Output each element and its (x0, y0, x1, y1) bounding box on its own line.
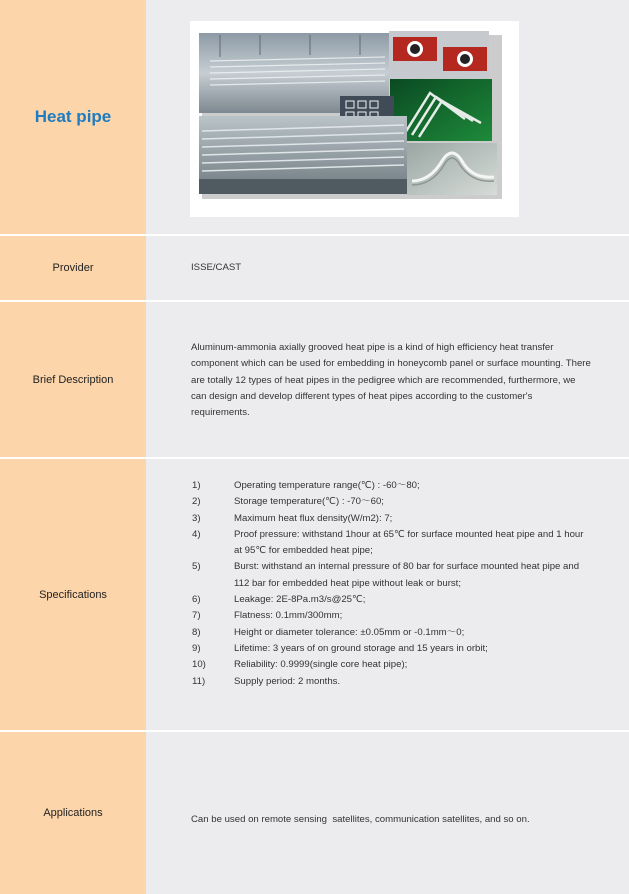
spec-number: 11) (192, 675, 206, 687)
spec-item (192, 657, 589, 673)
title-row (0, 0, 629, 234)
applications-text: Can be used on remote sensing satellites, communication satellites, and so on. (191, 814, 530, 825)
provider-cell (146, 236, 629, 300)
description-row (0, 302, 629, 457)
spec-number: 8) (192, 626, 201, 638)
curved-heat-pipe (407, 143, 497, 195)
spec-number: 3) (192, 512, 201, 524)
specifications-list (192, 478, 589, 690)
spec-item (192, 527, 589, 560)
spec-text: Proof pressure: withstand 1hour at 65℃ for surface mounted heat pipe and 1 hour at 95℃ for embedded heat pipe; (234, 528, 584, 557)
spec-number: 5) (192, 561, 201, 573)
spec-text: Operating temperature range(℃) : -60～80; (234, 480, 420, 491)
spec-item (192, 674, 589, 690)
spec-text: Leakage: 2E-8Pa.m3/s@25℃; (234, 594, 366, 606)
product-photo (190, 21, 519, 217)
spec-number: 1) (192, 480, 201, 491)
spec-number: 4) (192, 528, 201, 540)
provider-row (0, 236, 629, 300)
product-photo-collage (190, 21, 519, 217)
page-title: Heat pipe (34, 107, 112, 126)
description-cell (146, 302, 629, 457)
spec-text: Height or diameter tolerance: ±0.05mm or -0.1mm～0; (234, 626, 465, 638)
description-text: Aluminum-ammonia axially grooved heat pipe is a kind of high efficiency heat transfer component which can be used for embedding in honeycomb panel or surface mounting. There are totally 12 types of heat pipes in the pedigree which are recommended, furthermore, we can design and develop different types of heat pipes according to the customer's requirements. (191, 342, 591, 419)
spec-text: Supply period: 2 months. (234, 675, 341, 687)
specifications-row (0, 459, 629, 730)
spec-number: 7) (192, 610, 201, 622)
spec-text: Reliability: 0.9999(single core heat pipe); (234, 659, 408, 671)
spec-item (192, 494, 589, 510)
spec-item (192, 625, 589, 641)
spec-text: Burst: withstand an internal pressure of 80 bar for surface mounted heat pipe and 112 bar for embedded heat pipe without leak or burst; (234, 561, 580, 589)
spec-number: 9) (192, 642, 201, 654)
spec-number: 10) (192, 659, 206, 671)
specifications-label: Specifications (0, 459, 146, 730)
provider-label: Provider (0, 236, 146, 300)
photo-cell (146, 0, 629, 234)
spec-item (192, 478, 589, 494)
description-label: Brief Description (0, 302, 146, 457)
spec-text: Lifetime: 3 years of on ground storage and 15 years in orbit; (234, 642, 488, 654)
spec-item (192, 559, 589, 592)
spec-item (192, 592, 589, 608)
spec-item (192, 511, 589, 527)
provider-value: ISSE/CAST (191, 262, 242, 273)
heat-pipe-cross-sections (389, 31, 489, 81)
spec-text: Flatness: 0.1mm/300mm; (234, 610, 343, 622)
spec-number: 2) (192, 496, 201, 508)
spec-text: Storage temperature(℃) : -70～60; (234, 496, 384, 508)
heat-pipe-stock (199, 116, 407, 194)
applications-label: Applications (0, 732, 146, 894)
title-cell (0, 0, 146, 234)
specifications-cell (146, 459, 629, 730)
spec-text: Maximum heat flux density(W/m2): 7; (234, 512, 393, 524)
spec-item (192, 608, 589, 624)
applications-cell (146, 732, 629, 894)
spec-item (192, 641, 589, 657)
spec-number: 6) (192, 594, 201, 606)
applications-row (0, 732, 629, 894)
